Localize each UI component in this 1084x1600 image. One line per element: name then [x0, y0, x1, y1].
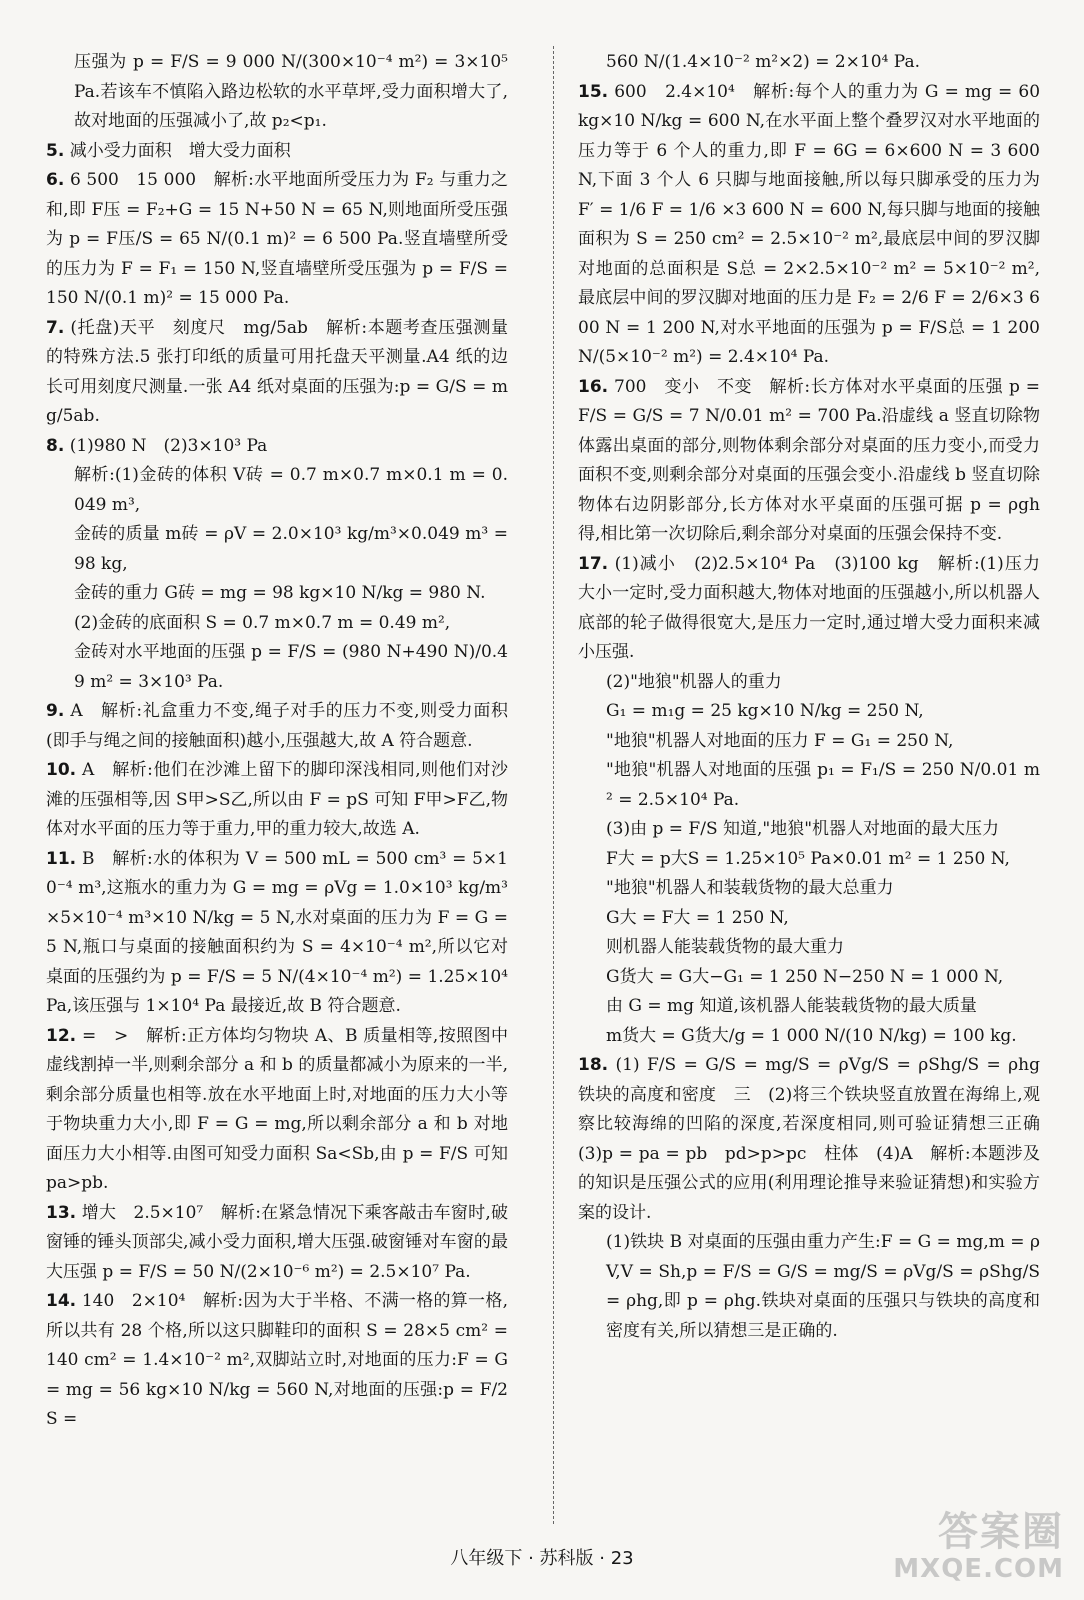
answer-number: 11.	[46, 848, 77, 869]
answer-line	[578, 1228, 1040, 1346]
answer-line	[578, 1022, 1040, 1052]
answer-text: A 解析:礼盒重力不变,绳子对手的压力不变,则受力面积(即手与绳之间的接触面积)越小,压强越大,故 A 符合题意.	[46, 701, 509, 751]
answer-item	[46, 314, 508, 432]
answer-text: 140 2×10⁴ 解析:因为大于半格、不满一格的算一格,所以共有 28 个格,所以这只脚鞋印的面积 S = 28×5 cm² = 140 cm² = 1.4×10⁻² m²,双脚站立时,对地面的压力:F = G = mg = 56 kg×10 N/kg = 560 N,对地面的压强:p = F/2S =	[46, 1291, 508, 1429]
answer-line	[46, 461, 508, 520]
answer-item	[46, 697, 508, 756]
watermark-logo	[864, 1510, 1064, 1590]
answer-line	[578, 756, 1040, 815]
answer-number: 14.	[46, 1291, 77, 1311]
answer-text: 由 G = mg 知道,该机器人能装载货物的最大质量	[606, 996, 977, 1016]
answer-number: 17.	[578, 553, 609, 574]
watermark-title: 答案圈	[938, 1509, 1064, 1555]
answer-number: 6.	[46, 170, 65, 190]
answer-text: B 解析:水的体积为 V = 500 mL = 500 cm³ = 5×10⁻⁴ m³,这瓶水的重力为 G = mg = ρVg = 1.0×10³ kg/m³×5×10⁻⁴ m³×10 N/kg = 5 N,水对桌面的压力为 F = G = 5 N,瓶口与桌面的接触面积约为 S = 4×10⁻⁴ m²,所以它对桌面的压强约为 p = F/S = 5 N/(4×10⁻⁴ m²) = 1.25×10⁴ Pa,该压强与 1×10⁴ Pa 最接近,故 B 符合题意.	[46, 848, 508, 1016]
answer-line	[578, 992, 1040, 1022]
answer-line	[578, 668, 1040, 698]
answer-item	[46, 137, 508, 167]
answer-item	[46, 1287, 508, 1435]
answer-line	[578, 904, 1040, 934]
column-divider	[553, 46, 554, 1524]
answer-item	[46, 166, 508, 314]
answer-text: (1) F/S = G/S = mg/S = ρVg/S = ρShg/S = ρhg 铁块的高度和密度 三 (2)将三个铁块竖直放置在海绵上,观察比较海绵的凹陷的深度,若深度相同,则可验证猜想三正确 (3)p = pa = pb pd>p>pc 柱体 (4)A 解析:本题涉及的知识是压强公式的应用(利用理论推导来验证猜想)和实验方案的设计.	[578, 1055, 1057, 1223]
answer-text: 560 N/(1.4×10⁻² m²×2) = 2×10⁴ Pa.	[606, 52, 920, 72]
answer-text: "地狼"机器人对地面的压力 F = G₁ = 250 N,	[606, 730, 954, 751]
answer-line	[578, 933, 1040, 963]
answer-number: 18.	[578, 1055, 609, 1075]
answer-item	[46, 1199, 508, 1288]
answer-text: 解析:(1)金砖的体积 V砖 = 0.7 m×0.7 m×0.1 m = 0.049 m³,	[74, 465, 508, 515]
answer-text: 增大 2.5×10⁷ 解析:在紧急情况下乘客敲击车窗时,破窗锤的锤头顶部尖,减小受力面积,增大压强.破窗锤对车窗的最大压强 p = F/S = 50 N/(2×10⁻⁶ m²) = 2.5×10⁷ Pa.	[46, 1202, 509, 1282]
answer-line	[46, 579, 508, 609]
answer-text: G大 = F大 = 1 250 N,	[606, 907, 789, 928]
answer-number: 12.	[46, 1025, 77, 1046]
answer-text: 金砖的质量 m砖 = ρV = 2.0×10³ kg/m³×0.049 m³ = 98 kg,	[74, 524, 508, 574]
answer-item	[578, 1051, 1057, 1228]
answer-line	[46, 48, 508, 137]
answer-number: 7.	[46, 317, 65, 338]
answer-number: 10.	[46, 760, 77, 780]
answer-number: 9.	[46, 701, 65, 721]
answer-line	[46, 638, 508, 697]
answer-number: 13.	[46, 1202, 77, 1223]
answer-line	[578, 727, 1040, 757]
answer-item	[578, 78, 1040, 373]
answer-item	[46, 1022, 508, 1199]
answer-text: "地狼"机器人和装载货物的最大总重力	[606, 878, 894, 898]
answer-line	[578, 845, 1040, 875]
answer-item	[46, 756, 508, 845]
answer-text: (1)980 N (2)3×10³ Pa	[69, 435, 268, 456]
answer-text: (托盘)天平 刻度尺 mg/5ab 解析:本题考查压强测量的特殊方法.5 张打印纸的质量可用托盘天平测量.A4 纸的边长可用刻度尺测量.一张 A4 纸对桌面的压强为:p = G/S = mg/5ab.	[46, 317, 509, 426]
answer-text: A 解析:他们在沙滩上留下的脚印深浅相同,则他们对沙滩的压强相等,因 S甲>S乙,所以由 F = pS 可知 F甲>F乙,物体对水平面的压力等于重力,甲的重力较大,故选 A.	[46, 760, 508, 839]
answer-text: = > 解析:正方体均匀物块 A、B 质量相等,按照图中虚线割掉一半,则剩余部分 a 和 b 的质量都减小为原来的一半,剩余部分质量也相等.放在水平地面上时,对地面的压力大小等于物块重力大小,即 F = G = mg,所以剩余部分 a 和 b 对地面压力大小相等.由图可知受力面积 Sa<Sb,由 p = F/S 可知 pa>pb.	[46, 1025, 508, 1193]
left-column	[46, 48, 508, 1522]
answer-item	[578, 550, 1040, 668]
answer-text: 减小受力面积 增大受力面积	[69, 140, 291, 161]
watermark-url: MXQE.COM	[893, 1554, 1064, 1584]
answer-line	[578, 48, 1040, 78]
answer-text: (3)由 p = F/S 知道,"地狼"机器人对地面的最大压力	[606, 819, 1000, 839]
answer-number: 16.	[578, 376, 609, 397]
answer-line	[46, 520, 508, 579]
answer-text: (1)减小 (2)2.5×10⁴ Pa (3)100 kg 解析:(1)压力大小一定时,受力面积越大,物体对地面的压强越小,所以机器人底部的轮子做得很宽大,是压力一定时,通过增大受力面积来减小压强.	[578, 553, 1040, 662]
answer-number: 15.	[578, 81, 609, 102]
answer-line	[578, 697, 1040, 727]
answer-line	[46, 609, 508, 639]
answer-line	[578, 874, 1040, 904]
answer-item	[46, 845, 508, 1022]
answer-text: m货大 = G货大/g = 1 000 N/(10 N/kg) = 100 kg.	[606, 1025, 1017, 1046]
page-footer: 八年级下 · 苏科版 · 23	[450, 1548, 634, 1569]
answer-text: F大 = p大S = 1.25×10⁵ Pa×0.01 m² = 1 250 N,	[606, 848, 1010, 869]
answer-item	[46, 432, 508, 462]
answer-text: 则机器人能装载货物的最大重力	[606, 937, 844, 957]
answer-text: (2)"地狼"机器人的重力	[606, 671, 782, 692]
answer-text: 600 2.4×10⁴ 解析:每个人的重力为 G = mg = 60 kg×10 N/kg = 600 N,在水平面上整个叠罗汉对水平地面的压力等于 6 个人的重力,即 F = 6G = 6×600 N = 3 600 N,下面 3 个人 6 只脚与地面接触,所以每只脚承受的压力为 F′ = 1/6 F = 1/6 ×3 600 N = 600 N,每只脚与地面的接触面积为 S = 250 cm² = 2.5×10⁻² m²,最底层中间的罗汉脚对地面的总面积是 S总 = 2×2.5×10⁻² m² = 5×10⁻² m²,最底层中间的罗汉脚对地面的压力是 F₂ = 2/6 F = 2/6×3 600 N = 1 200 N,对水平地面的压强为 p = F/S总 = 1 200 N/(5×10⁻² m²) = 2.4×10⁴ Pa.	[578, 81, 1041, 367]
right-column	[578, 48, 1057, 1522]
answer-text: 700 变小 不变 解析:长方体对水平桌面的压强 p = F/S = G/S = 7 N/0.01 m² = 700 Pa.沿虚线 a 竖直切除物体露出桌面的部分,则物体剩余部分对桌面的压力变小,而受力面积不变,则剩余部分对桌面的压强会变小.沿虚线 b 竖直切除物体右边阴影部分,长方体对水平桌面的压强可据 p = ρgh 得,相比第一次切除后,剩余部分对桌面的压强会保持不变.	[578, 376, 1041, 544]
answer-number: 8.	[46, 435, 65, 456]
answer-text: "地狼"机器人对地面的压强 p₁ = F₁/S = 250 N/0.01 m² = 2.5×10⁴ Pa.	[606, 760, 1040, 810]
answer-text: 金砖对水平地面的压强 p = F/S = (980 N+490 N)/0.49 m² = 3×10³ Pa.	[74, 642, 508, 692]
answer-text: G货大 = G大−G₁ = 1 250 N−250 N = 1 000 N,	[606, 966, 1004, 987]
answer-text: 金砖的重力 G砖 = mg = 98 kg×10 N/kg = 980 N.	[74, 583, 486, 603]
answer-line	[578, 815, 1040, 845]
answer-text: (2)金砖的底面积 S = 0.7 m×0.7 m = 0.49 m²,	[74, 612, 451, 633]
answer-number: 5.	[46, 140, 65, 161]
answer-text: (1)铁块 B 对桌面的压强由重力产生:F = G = mg,m = ρV,V = Sh,p = F/S = G/S = mg/S = ρVg/S = ρShg/S = ρhg,即 p = ρhg.铁块对桌面的压强只与铁块的高度和密度有关,所以猜想三是正确的.	[606, 1232, 1040, 1341]
answer-text: 6 500 15 000 解析:水平地面所受压力为 F₂ 与重力之和,即 F压 = F₂+G = 15 N+50 N = 65 N,则地面所受压强为 p = F压/S = 65 N/(0.1 m)² = 6 500 Pa.竖直墙壁所受的压力为 F = F₁ = 150 N,竖直墙壁所受压强为 p = F/S = 150 N/(0.1 m)² = 15 000 Pa.	[46, 170, 508, 308]
answer-text: 压强为 p = F/S = 9 000 N/(300×10⁻⁴ m²) = 3×10⁵ Pa.若该车不慎陷入路边松软的水平草坪,受力面积增大了,故对地面的压强减小了,故 p₂<p₁.	[74, 52, 508, 131]
answer-item	[578, 373, 1040, 550]
answer-line	[578, 963, 1040, 993]
answer-text: G₁ = m₁g = 25 kg×10 N/kg = 250 N,	[606, 701, 924, 721]
